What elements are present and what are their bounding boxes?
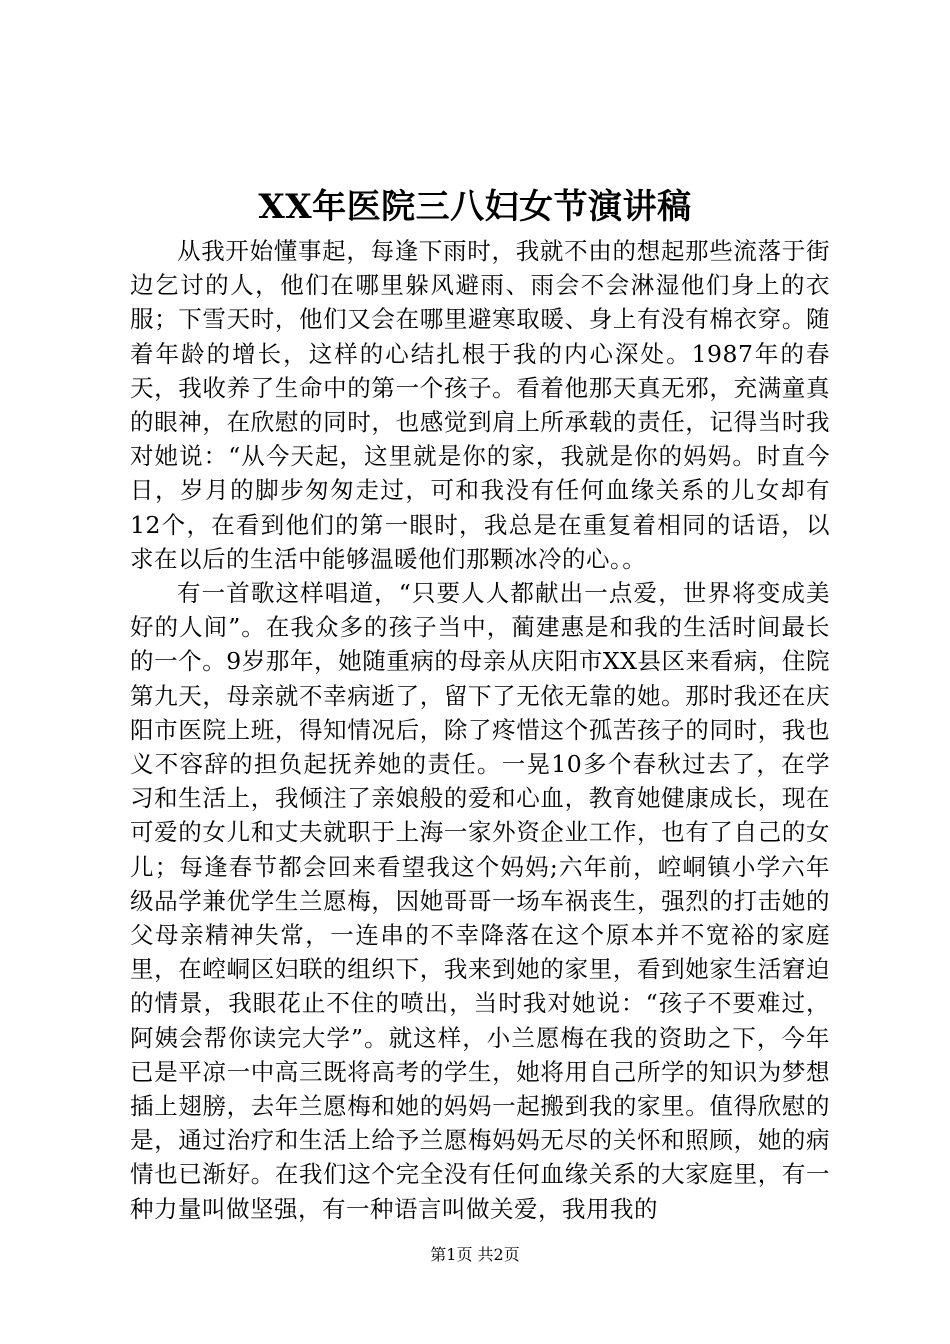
paragraph-1: 从我开始懂事起，每逢下雨时，我就不由的想起那些流落于街边乞讨的人，他们在哪里躲风避雨、雨会不会淋湿他们身上的衣服；下雪天时，他们又会在哪里避寒取暖、身上有没有棉衣穿。随着年龄的增长，这样的心结扎根于我的内心深处。1987年的春天，我收养了生命中的第一个孩子。看着他那天真无邪，充满童真的眼神，在欣慰的同时，也感觉到肩上所承载的责任，记得当时我对她说：“从今天起，这里就是你的家，我就是你的妈妈。时直今日，岁月的脚步匆匆走过，可和我没有任何血缘关系的儿女却有12个，在看到他们的第一眼时，我总是在重复着相同的话语，以求在以后的生活中能够温暖他们那颗冰冷的心。。 xyxy=(130,237,830,573)
document-title: XX年医院三八妇女节演讲稿 xyxy=(258,187,692,227)
paragraph-2: 有一首歌这样唱道，“只要人人都献出一点爱，世界将变成美好的人间”。在我众多的孩子当中，蔺建惠是和我的生活时间最长的一个。9岁那年，她随重病的母亲从庆阳市XX县区来看病，住院第九天，母亲就不幸病逝了，留下了无依无靠的她。那时我还在庆阳市医院上班，得知情况后，除了疼惜这个孤苦孩子的同时，我也义不容辞的担负起抚养她的责任。一晃10多个春秋过去了，在学习和生活上，我倾注了亲娘般的爱和心血，教育她健康成长，现在可爱的女儿和丈夫就职于上海一家外资企业工作，也有了自己的女儿；每逢春节都会回来看望我这个妈妈;六年前，崆峒镇小学六年级品学兼优学生兰愿梅，因她哥哥一场车祸丧生，强烈的打击她的父母亲精神失常，一连串的不幸降落在这个原本并不宽裕的家庭里，在崆峒区妇联的组织下，我来到她的家里，看到她家生活窘迫的情景，我眼花止不住的喷出，当时我对她说：“孩子不要难过，阿姨会帮你读完大学”。就这样，小兰愿梅在我的资助之下，今年已是平凉一中高三既将高考的学生，她将用自己所学的知识为梦想插上翅膀，去年兰愿梅和她的妈妈一起搬到我的家里。值得欣慰的是，通过治疗和生活上给予兰愿梅妈妈无尽的关怀和照顾，她的病情也已渐好。在我们这个完全没有任何血缘关系的大家庭里，有一种力量叫做坚强，有一种语言叫做关爱，我用我的 xyxy=(130,579,830,1223)
page-number-footer: 第1页 共2页 xyxy=(430,1245,520,1264)
document-body xyxy=(130,234,830,1226)
